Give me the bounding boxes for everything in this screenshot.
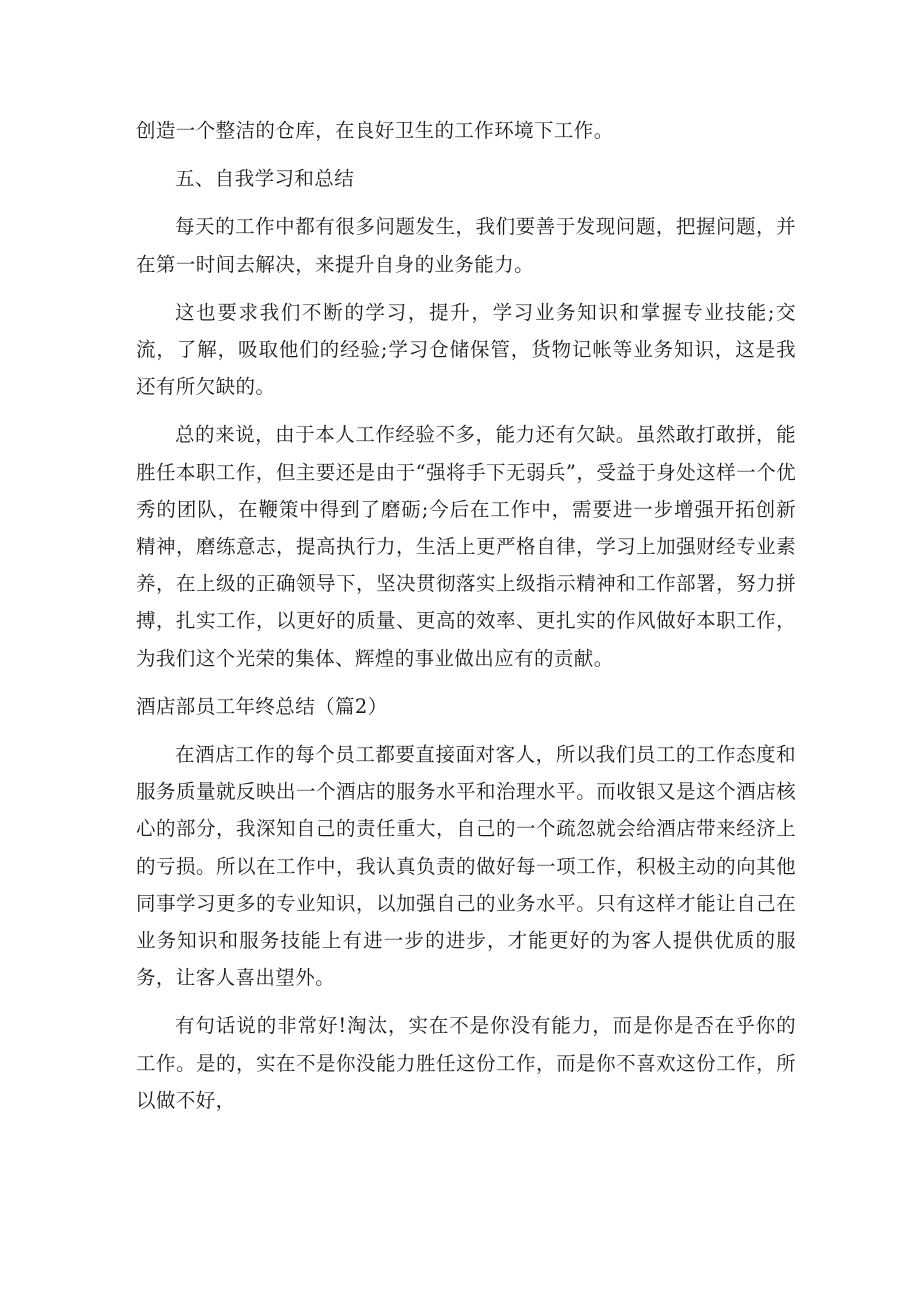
section-heading-self-study: 五、自我学习和总结 [175, 167, 355, 191]
paragraph-overall-summary: 总的来说，由于本人工作经验不多，能力还有欠缺。虽然敢打敢拼，能胜任本职工作，但主要还是由于“强将手下无弱兵”，受益于身处这样一个优秀的团队，在鞭策中得到了磨砺;今后在工作中，需要进一步增强开拓创新精神，磨练意志，提高执行力，生活上更严格自律，学习上加强财经专业素养，在上级的正确领导下，坚决贯彻落实上级指示精神和工作部署，努力拼搏，扎实工作，以更好的质量、更高的效率、更扎实的作风做好本职工作，为我们这个光荣的集体、辉煌的事业做出应有的贡献。 [136, 423, 796, 670]
paragraph-saying: 有句话说的非常好!淘汰，实在不是你没有能力，而是你是否在乎你的工作。是的，实在不是你没能力胜任这份工作，而是你不喜欢这份工作，所以做不好， [136, 1014, 796, 1112]
article-title-part-2: 酒店部员工年终总结（篇2） [136, 694, 388, 718]
paragraph-warehouse-clean: 创造一个整洁的仓库，在良好卫生的工作环境下工作。 [136, 119, 614, 142]
paragraph-continuous-learning: 这也要求我们不断的学习，提升，学习业务知识和掌握专业技能;交流，了解，吸取他们的经验;学习仓储保管，货物记帐等业务知识，这是我还有所欠缺的。 [136, 300, 796, 399]
paragraph-hotel-staff: 在酒店工作的每个员工都要直接面对客人，所以我们员工的工作态度和服务质量就反映出一个酒店的服务水平和治理水平。而收银又是这个酒店核心的部分，我深知自己的责任重大，自己的一个疏忽就会给酒店带来经济上的亏损。所以在工作中，我认真负责的做好每一项工作，积极主动的向其他同事学习更多的专业知识，以加强自己的业务水平。只有这样才能让自己在业务知识和服务技能上有进一步的进步，才能更好的为客人提供优质的服务，让客人喜出望外。 [136, 743, 796, 990]
document-body [136, 112, 796, 1130]
paragraph-daily-problems: 每天的工作中都有很多问题发生，我们要善于发现问题，把握问题，并在第一时间去解决，来提升自身的业务能力。 [136, 215, 796, 276]
